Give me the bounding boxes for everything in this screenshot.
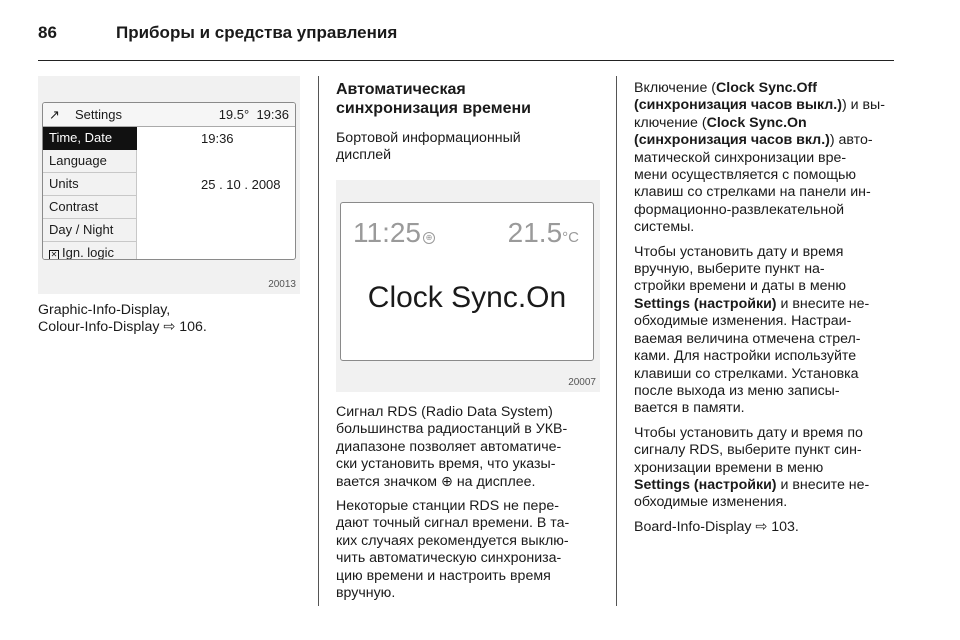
page-number: 86 (38, 23, 57, 42)
settings-screen (42, 102, 296, 260)
menu-item-day-night: Day / Night (43, 219, 137, 242)
paragraph: Чтобы установить дату и время вручную, выберите пункт на- стройки времени и даты в меню Settings (настройки) и внесите не- обходимые изменения. Настраи- ваемая величина отмечена стрел- ками. Для настройки используйте клавиши со стрелками. Установка после выхода из меню записы- вается в памяти. (634, 243, 870, 417)
date-value: 25 . 10 . 2008 (201, 177, 281, 192)
time-value: 19:36 (201, 131, 234, 146)
section-subheading: Бортовой информационный дисплей (336, 130, 521, 164)
settings-icon: ↗ (49, 107, 60, 122)
cross-reference: Board-Info-Display ⇨ 103. (634, 518, 799, 535)
paragraph: Включение (Clock Sync.Off (синхронизация часов выкл.)) и вы- ключение (Clock Sync.On (синхронизация часов вкл.)) авто- матической синхронизации вре- мени осуществляется с помощью клавиш со стрелками на панели ин- формационно-развлекательной системы. (634, 80, 885, 236)
paragraph: Некоторые станции RDS не пере- дают точный сигнал времени. В та- ких случаях рекомендуется выклю- чить автоматическую синхрониза- цию времени и настроить время вручную. (336, 498, 570, 602)
settings-display-figure (38, 76, 300, 294)
clock-sync-status: Clock Sync.On (367, 281, 567, 314)
column-divider (616, 76, 617, 606)
figure-id: 20013 (268, 279, 296, 290)
column-1 (38, 302, 308, 344)
checkbox-icon: ✕ (50, 250, 58, 259)
settings-status: 19.5° 19:36 (218, 107, 289, 122)
clock-screen (340, 202, 594, 361)
menu-item-ign-logic: ✕ Ign. logic (43, 242, 137, 260)
paragraph: Сигнал RDS (Radio Data System) большинства радиостанций в УКВ- диапазоне позволяет автоматиче- ски установить время, что указы- вается значком ⊕ на дисплее. (336, 404, 568, 490)
clock-readout: 11:25 ⊕ (353, 217, 435, 249)
settings-menu (43, 127, 137, 260)
column-divider (318, 76, 319, 606)
column-3 (634, 80, 904, 543)
chapter-title: Приборы и средства управления (116, 23, 398, 42)
page-header (38, 20, 894, 61)
menu-item-units: Units (43, 173, 137, 196)
rds-clock-icon: ⊕ (423, 232, 435, 244)
section-heading: Автоматическая синхронизация времени (336, 81, 531, 117)
paragraph: Чтобы установить дату и время по сигналу RDS, выберите пункт син- хронизации времени в меню Settings (настройки) и внесите не- обходимые изменения. (634, 424, 870, 511)
column-2 (336, 80, 606, 179)
figure-id: 20007 (568, 377, 596, 388)
menu-item-language: Language (43, 150, 137, 173)
clock-display-figure (336, 180, 600, 392)
column-2-text (336, 404, 608, 609)
figure-caption: Graphic-Info-Display, Colour-Info-Display ⇨ 106. (38, 302, 207, 336)
temperature-readout: 21.5°C (507, 217, 579, 248)
settings-header (43, 103, 295, 127)
menu-item-contrast: Contrast (43, 196, 137, 219)
settings-title: Settings (75, 107, 122, 122)
menu-item-time-date: Time, Date (43, 127, 137, 150)
